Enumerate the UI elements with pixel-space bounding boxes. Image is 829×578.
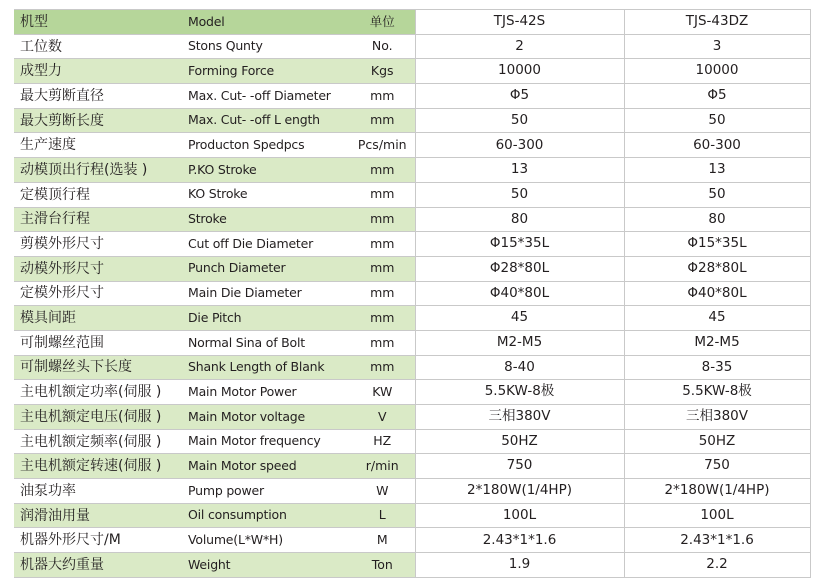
spec-name-chinese: 成型力: [14, 59, 184, 84]
table-row: [14, 133, 810, 158]
table-row: [14, 355, 810, 380]
table-row: [14, 158, 810, 183]
spec-value-model-2: 2*180W(1/4HP): [624, 479, 810, 504]
spec-name-chinese: 最大剪断长度: [14, 108, 184, 133]
spec-name-english: P.KO Stroke: [184, 158, 350, 183]
spec-name-chinese: 主滑台行程: [14, 207, 184, 232]
spec-value-model-2: 3: [624, 34, 810, 59]
table-row: [14, 84, 810, 109]
spec-value-model-1: 80: [415, 207, 624, 232]
spec-value-model-1: 2: [415, 34, 624, 59]
spec-value-model-2: 50: [624, 182, 810, 207]
spec-value-model-2: Φ15*35L: [624, 232, 810, 257]
spec-name-english: Punch Diameter: [184, 256, 350, 281]
header-row: [14, 10, 810, 35]
table-row: [14, 182, 810, 207]
spec-unit: mm: [350, 281, 415, 306]
spec-unit: mm: [350, 256, 415, 281]
spec-unit: Ton: [350, 553, 415, 578]
spec-name-chinese: 主电机额定功率(伺服 ): [14, 380, 184, 405]
spec-unit: W: [350, 479, 415, 504]
spec-name-chinese: 可制螺丝范围: [14, 330, 184, 355]
spec-name-english: Die Pitch: [184, 306, 350, 331]
table-row: [14, 256, 810, 281]
table-row: [14, 108, 810, 133]
spec-value-model-2: 2.2: [624, 553, 810, 578]
spec-value-model-1: 750: [415, 454, 624, 479]
spec-value-model-1: 三相380V: [415, 405, 624, 430]
spec-name-english: Oil consumption: [184, 503, 350, 528]
spec-name-chinese: 油泵功率: [14, 479, 184, 504]
table-row: [14, 59, 810, 84]
spec-value-model-1: 50HZ: [415, 429, 624, 454]
spec-unit: Pcs/min: [350, 133, 415, 158]
spec-value-model-2: 2.43*1*1.6: [624, 528, 810, 553]
table-row: [14, 405, 810, 430]
spec-value-model-2: M2-M5: [624, 330, 810, 355]
spec-value-model-1: M2-M5: [415, 330, 624, 355]
spec-value-model-2: Φ28*80L: [624, 256, 810, 281]
spec-name-chinese: 机器外形尺寸/M: [14, 528, 184, 553]
spec-name-chinese: 模具间距: [14, 306, 184, 331]
spec-name-chinese: 剪模外形尺寸: [14, 232, 184, 257]
spec-value-model-2: 5.5KW-8极: [624, 380, 810, 405]
spec-unit: Kgs: [350, 59, 415, 84]
spec-value-model-1: 60-300: [415, 133, 624, 158]
spec-name-chinese: 动模顶出行程(选装 ): [14, 158, 184, 183]
spec-name-english: Main Motor frequency: [184, 429, 350, 454]
spec-name-english: Main Motor voltage: [184, 405, 350, 430]
spec-value-model-1: 1.9: [415, 553, 624, 578]
spec-name-english: Weight: [184, 553, 350, 578]
spec-value-model-2: 750: [624, 454, 810, 479]
spec-name-english: Shank Length of Blank: [184, 355, 350, 380]
spec-name-chinese: 最大剪断直径: [14, 84, 184, 109]
spec-unit: mm: [350, 306, 415, 331]
spec-unit: KW: [350, 380, 415, 405]
spec-value-model-1: Φ28*80L: [415, 256, 624, 281]
spec-name-english: Normal Sina of Bolt: [184, 330, 350, 355]
table-row: [14, 429, 810, 454]
spec-name-english: Stons Qunty: [184, 34, 350, 59]
spec-value-model-1: Φ40*80L: [415, 281, 624, 306]
spec-name-chinese: 润滑油用量: [14, 503, 184, 528]
spec-unit: r/min: [350, 454, 415, 479]
table-row: [14, 380, 810, 405]
spec-name-chinese: 主电机额定电压(伺服 ): [14, 405, 184, 430]
spec-name-english: Stroke: [184, 207, 350, 232]
spec-name-english: Main Die Diameter: [184, 281, 350, 306]
spec-unit: V: [350, 405, 415, 430]
spec-name-chinese: 工位数: [14, 34, 184, 59]
table-row: [14, 281, 810, 306]
spec-name-english: Cut off Die Diameter: [184, 232, 350, 257]
spec-name-chinese: 主电机额定转速(伺服 ): [14, 454, 184, 479]
spec-value-model-2: 三相380V: [624, 405, 810, 430]
spec-value-model-1: 45: [415, 306, 624, 331]
spec-unit: mm: [350, 84, 415, 109]
spec-name-english: Main Motor Power: [184, 380, 350, 405]
spec-name-chinese: 可制螺丝头下长度: [14, 355, 184, 380]
spec-value-model-2: 45: [624, 306, 810, 331]
spec-value-model-1: 100L: [415, 503, 624, 528]
spec-value-model-2: 100L: [624, 503, 810, 528]
spec-value-model-1: 50: [415, 108, 624, 133]
spec-unit: No.: [350, 34, 415, 59]
header-chinese: 机型: [14, 10, 184, 35]
spec-name-english: Pump power: [184, 479, 350, 504]
spec-unit: mm: [350, 330, 415, 355]
spec-value-model-2: 13: [624, 158, 810, 183]
spec-value-model-2: Φ5: [624, 84, 810, 109]
spec-unit: mm: [350, 182, 415, 207]
spec-value-model-2: 10000: [624, 59, 810, 84]
spec-value-model-1: 5.5KW-8极: [415, 380, 624, 405]
spec-table: [14, 9, 811, 578]
spec-unit: mm: [350, 158, 415, 183]
spec-value-model-2: Φ40*80L: [624, 281, 810, 306]
spec-name-english: Volume(L*W*H): [184, 528, 350, 553]
spec-name-chinese: 生产速度: [14, 133, 184, 158]
spec-unit: L: [350, 503, 415, 528]
table-row: [14, 34, 810, 59]
spec-name-chinese: 动模外形尺寸: [14, 256, 184, 281]
table-row: [14, 553, 810, 578]
spec-name-chinese: 定模顶行程: [14, 182, 184, 207]
table-row: [14, 503, 810, 528]
header-model-2: TJS-43DZ: [624, 10, 810, 35]
spec-name-english: Forming Force: [184, 59, 350, 84]
spec-name-english: Max. Cut- -off L ength: [184, 108, 350, 133]
spec-value-model-2: 8-35: [624, 355, 810, 380]
table-row: [14, 479, 810, 504]
spec-unit: mm: [350, 207, 415, 232]
spec-unit: M: [350, 528, 415, 553]
table-row: [14, 330, 810, 355]
table-row: [14, 306, 810, 331]
spec-name-english: Main Motor speed: [184, 454, 350, 479]
table-row: [14, 207, 810, 232]
spec-name-chinese: 机器大约重量: [14, 553, 184, 578]
spec-value-model-1: Φ15*35L: [415, 232, 624, 257]
spec-value-model-2: 80: [624, 207, 810, 232]
spec-unit: mm: [350, 232, 415, 257]
spec-unit: mm: [350, 108, 415, 133]
header-unit: 单位: [350, 10, 415, 35]
spec-value-model-1: 8-40: [415, 355, 624, 380]
spec-value-model-2: 50HZ: [624, 429, 810, 454]
header-model-1: TJS-42S: [415, 10, 624, 35]
spec-name-chinese: 主电机额定频率(伺服 ): [14, 429, 184, 454]
table-row: [14, 232, 810, 257]
spec-name-chinese: 定模外形尺寸: [14, 281, 184, 306]
spec-unit: HZ: [350, 429, 415, 454]
table-row: [14, 454, 810, 479]
header-english: Model: [184, 10, 350, 35]
spec-name-english: KO Stroke: [184, 182, 350, 207]
spec-name-english: Producton Spedpcs: [184, 133, 350, 158]
spec-value-model-2: 50: [624, 108, 810, 133]
spec-value-model-1: 13: [415, 158, 624, 183]
spec-value-model-1: 2*180W(1/4HP): [415, 479, 624, 504]
spec-name-english: Max. Cut- -off Diameter: [184, 84, 350, 109]
spec-unit: mm: [350, 355, 415, 380]
spec-value-model-1: 50: [415, 182, 624, 207]
spec-value-model-2: 60-300: [624, 133, 810, 158]
spec-table-body: [14, 10, 810, 578]
spec-value-model-1: Φ5: [415, 84, 624, 109]
spec-value-model-1: 2.43*1*1.6: [415, 528, 624, 553]
table-row: [14, 528, 810, 553]
spec-value-model-1: 10000: [415, 59, 624, 84]
